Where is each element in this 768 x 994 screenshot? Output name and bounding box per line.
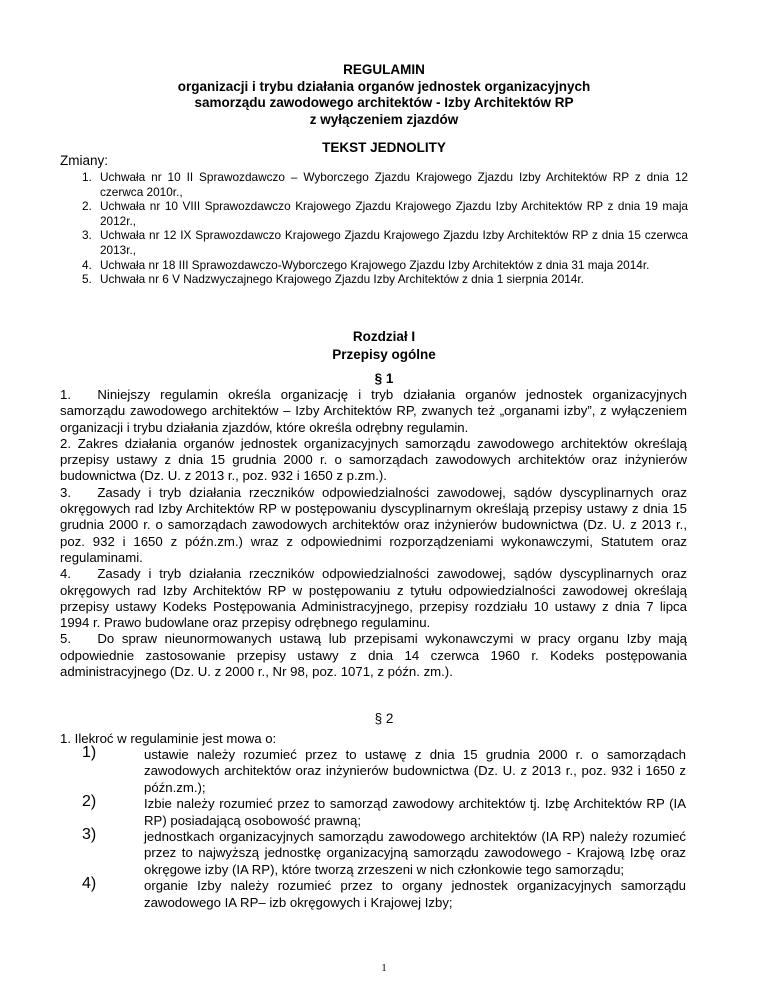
page-number: 1 <box>381 962 387 974</box>
amendment-item <box>82 272 688 287</box>
document-subtitle: TEKST JEDNOLITY <box>322 140 446 155</box>
amendment-text: Uchwała nr 10 II Sprawozdawczo – Wyborczego Zjazdu Krajowego Zjazdu Izby Architektów RP z dnia 12 czerwca 2010r., <box>100 170 688 199</box>
amendment-text: Uchwała nr 18 III Sprawozdawczo-Wyborczego Krajowego Zjazdu Izby Architektów z dnia 31 maja 2014r. <box>100 257 650 272</box>
chapter-subtitle: Przepisy ogólne <box>332 346 436 362</box>
definition-text: jednostkach organizacyjnych samorządu zawodowego architektów (IA RP) należy rozumieć przez to najwyższą jednostkę organizacyjną samorządu zawodowego - Krajową Izbę oraz okręgowe izby (IA RP), które tworzą zrzeszeni w nich członkowie tego samorządu; <box>144 829 686 877</box>
amendment-text: Uchwała nr 6 V Nadzwyczajnego Krajowego Zjazdu Izby Architektów z dnia 1 sierpnia 2014r. <box>100 272 584 287</box>
definitions-list <box>82 744 686 911</box>
section-1-paragraph: 2. Zakres działania organów jednostek organizacyjnych samorządu zawodowego architektów określają przepisy ustawy z dnia 15 grudnia 2000 r. o samorządach zawodowych architektów oraz inżynierów budownictwa (Dz. U. z 2013 r., poz. 932 i 1650 z p.zm.). <box>60 435 687 484</box>
definition-item <box>82 826 686 878</box>
document-title <box>60 62 708 128</box>
section-1-paragraph: 1. Niniejszy regulamin określa organizację i tryb działania organów jednostek organizacyjnych samorządu zawodowego architektów – Izby Architektów RP, zwanych też „organami izby”, z wyłączeniem organizacji i trybu działania zjazdów, które określa odrębny regulamin. <box>60 387 687 435</box>
definition-number: 3) <box>82 826 97 844</box>
amendment-number: 2. <box>82 199 92 214</box>
section-1-sign: § 1 <box>374 371 394 386</box>
definition-text: ustawie należy rozumieć przez to ustawę z dnia 15 grudnia 2000 r. o samorządach zawodowych architektów oraz inżynierów budownictwa (Dz. U. z 2013 r., poz. 932 i 1650 z późn.zm.); <box>144 747 686 795</box>
chapter-heading <box>60 328 708 363</box>
chapter-title: Rozdział I <box>352 329 416 344</box>
definition-item <box>82 875 686 911</box>
definition-item <box>82 744 686 796</box>
amendment-number: 1. <box>82 170 92 184</box>
amendment-number: 3. <box>82 228 92 243</box>
section-1-body <box>60 387 687 680</box>
definition-item <box>82 793 686 829</box>
definition-number: 4) <box>82 875 97 893</box>
amendment-number: 4. <box>82 257 92 272</box>
definition-number: 1) <box>82 744 97 761</box>
section-1-paragraph: 3. Zasady i tryb działania rzeczników odpowiedzialności zawodowej, sądów dyscyplinarnych oraz okręgowych rad Izby Architektów RP w postępowaniu dyscyplinarnym określają przepisy ustawy z dnia 15 grudnia 2000 r. o samorządach zawodowych architektów oraz inżynierów budownictwa (Dz. U. z 2013 r., poz. 932 i 1650 z późn.zm.) wraz z odpowiednimi rozporządzeniami wykonawczymi, Statutem oraz regulaminami. <box>60 484 687 565</box>
amendment-item <box>82 170 688 199</box>
section-1-paragraph: 4. Zasady i tryb działania rzeczników odpowiedzialności zawodowej, sądów dyscyplinarnych oraz okręgowych rad Izby Architektów RP w postępowaniu z tytułu odpowiedzialności zawodowej określają przepisy ustawy Kodeks Postępowania Administracyjnego, przepisy rozdziału 10 ustawy z dnia 7 lipca 1994 r. Prawo budowlane oraz przepisy odrębnego regulaminu. <box>60 566 687 631</box>
title-line: REGULAMIN <box>343 62 425 77</box>
definition-number: 2) <box>82 793 97 811</box>
definition-text: organie Izby należy rozumieć przez to organy jednostek organizacyjnych samorządu zawodowego IA RP– izb okręgowych i Krajowej Izby; <box>144 878 686 910</box>
amendment-number: 5. <box>82 272 92 287</box>
amendments-list <box>82 170 688 287</box>
title-line: organizacji i trybu działania organów jednostek organizacyjnych <box>177 78 591 94</box>
amendments-label: Zmiany: <box>60 153 109 168</box>
section-2-intro: 1. Ilekroć w regulaminie jest mowa o: <box>60 731 277 746</box>
amendment-item <box>82 228 688 257</box>
amendment-item <box>82 199 688 228</box>
amendment-text: Uchwała nr 10 VIII Sprawozdawczo Krajowego Zjazdu Krajowego Zjazdu Izby Architektów RP z dnia 19 maja 2012r., <box>100 199 688 228</box>
amendment-text: Uchwała nr 12 IX Sprawozdawczo Krajowego Zjazdu Krajowego Zjazdu Izby Architektów RP z dnia 15 czerwca 2013r., <box>100 228 688 257</box>
title-line: z wyłączeniem zjazdów <box>309 111 459 127</box>
definition-text: Izbie należy rozumieć przez to samorząd zawodowy architektów tj. Izbę Architektów RP (IA RP) posiadającą osobowość prawną; <box>144 796 686 828</box>
section-2-sign: § 2 <box>374 711 394 726</box>
amendment-item <box>82 258 688 273</box>
section-1-paragraph: 5. Do spraw nieunormowanych ustawą lub przepisami wykonawczymi w pracy organu Izby mają odpowiednie zastosowanie przepisy ustawy z dnia 14 czerwca 1960 r. Kodeks postępowania administracyjnego (Dz. U. z 2000 r., Nr 98, poz. 1071, z późn. zm.). <box>60 631 687 680</box>
title-line: samorządu zawodowego architektów - Izby Architektów RP <box>194 95 574 110</box>
